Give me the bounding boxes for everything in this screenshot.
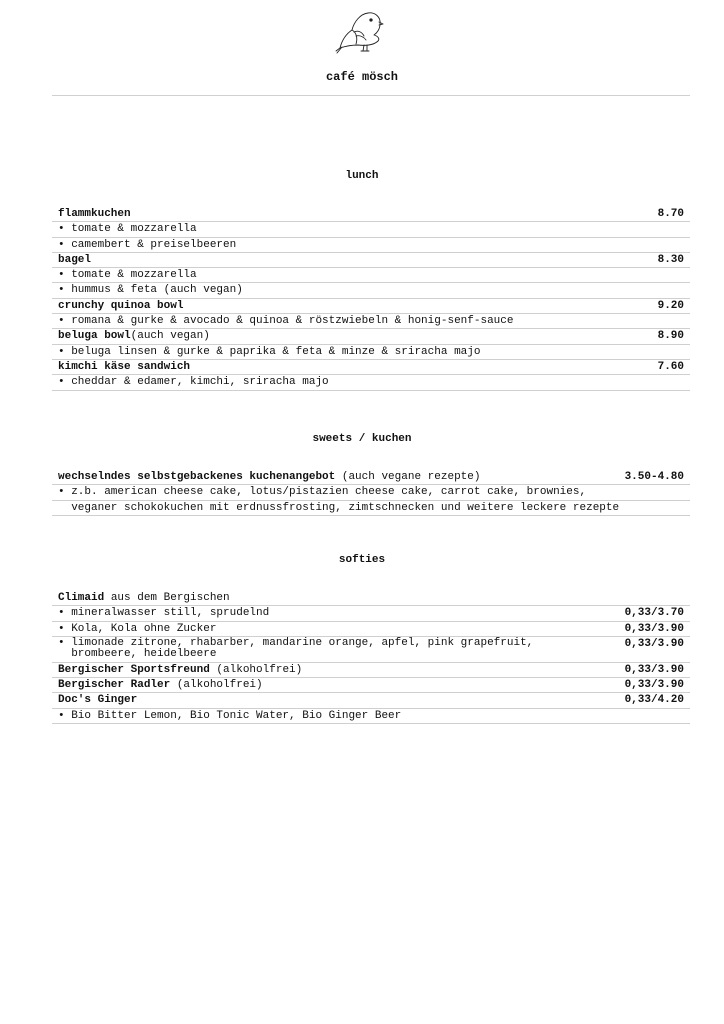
item-description: • beluga linsen & gurke & paprika & feta & minze & sriracha majo [58,345,481,358]
item-price: 9.20 [657,299,684,312]
item-description-row [52,238,690,253]
item-description-row [52,637,690,663]
item-price: 7.60 [657,360,684,373]
menu-item-row [52,470,690,485]
softies-section [52,591,690,724]
item-description: • z.b. american cheese cake, lotus/pistazien cheese cake, carrot cake, brownies, [58,486,587,499]
menu-item-row [52,678,690,693]
menu-item-row [52,663,690,678]
item-name: flammkuchen [58,208,131,220]
section-title-softies: softies [338,554,386,566]
title-divider [52,95,690,96]
lunch-section [52,207,690,391]
menu-item-row [52,360,690,375]
item-description: • Kola, Kola ohne Zucker [58,622,217,635]
item-description-row [52,268,690,283]
item-description-row [52,375,690,390]
item-description: • mineralwasser still, sprudelnd [58,607,270,620]
item-price: 0,33/3.90 [624,637,684,650]
item-price: 0,33/3.90 [624,622,684,635]
item-description: veganer schokokuchen mit erdnussfrosting, zimtschnecken und weitere leckere rezepte [58,501,620,514]
item-note: (auch vegane rezepte) [335,471,481,483]
item-name: wechselndes selbstgebackenes kuchenangebot [58,471,336,483]
item-description: • romana & gurke & avocado & quinoa & röstzwiebeln & honig-senf-sauce [58,315,514,328]
menu-item-row [52,693,690,708]
item-name: beluga bowl [58,330,131,343]
section-title-lunch: lunch [345,170,379,182]
item-description: • cheddar & edamer, kimchi, sriracha majo [58,376,329,389]
item-description: • limonade zitrone, rhabarber, mandarine orange, apfel, pink grapefruit, brombeere, heidelbeere [58,636,534,661]
item-description-row [52,283,690,298]
item-description-row [52,485,690,500]
item-name: Doc's Ginger [58,694,138,707]
sweets-section [52,470,690,516]
item-description-row [52,501,690,516]
item-note: (auch vegan) [130,330,210,343]
item-description: • tomate & mozzarella [58,269,197,282]
item-name: crunchy quinoa bowl [58,299,184,312]
item-price: 8.30 [657,253,684,266]
item-price: 0,33/3.90 [624,663,684,676]
item-note: (alkoholfrei) [170,679,263,692]
item-description: • Bio Bitter Lemon, Bio Tonic Water, Bio Ginger Beer [58,709,402,722]
page-title: café mösch [325,70,398,84]
item-description-row [52,622,690,637]
item-description: • tomate & mozzarella [58,223,197,236]
menu-item-row [52,207,690,222]
item-price: 8.70 [657,208,684,220]
menu-item-row [52,253,690,268]
item-name: bagel [58,253,92,266]
bird-icon [334,8,384,54]
item-description-row [52,345,690,360]
item-description-row [52,709,690,724]
item-name: kimchi käse sandwich [58,360,191,373]
menu-item-row [52,329,690,344]
menu-item-row [52,591,690,606]
item-name: Bergischer Radler [58,679,171,692]
section-title-sweets: sweets / kuchen [312,433,412,445]
item-note: (alkoholfrei) [209,663,303,676]
item-price: 8.90 [657,330,684,343]
menu-item-row [52,299,690,314]
item-name: Climaid [58,592,105,604]
item-description-row [52,222,690,237]
item-description-row [52,606,690,621]
item-description: • camembert & preiselbeeren [58,238,237,251]
item-note: aus dem Bergischen [104,592,230,604]
item-price: 0,33/3.90 [624,679,684,692]
item-name: Bergischer Sportsfreund [58,663,210,676]
item-price: 0,33/4.20 [624,694,684,707]
item-price: 3.50-4.80 [624,471,684,483]
item-description-row [52,314,690,329]
item-description: • hummus & feta (auch vegan) [58,284,243,297]
item-price: 0,33/3.70 [624,607,684,620]
